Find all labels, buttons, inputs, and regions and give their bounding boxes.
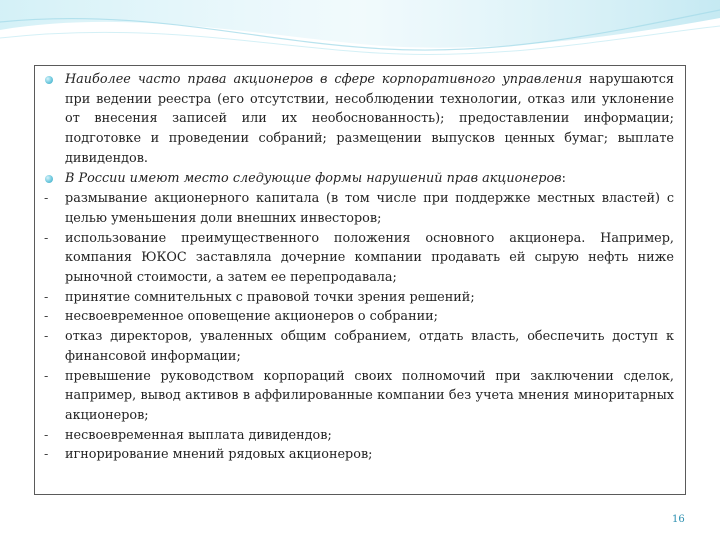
item-lead: Наиболее часто права акционеров в сфере корпоративного управления xyxy=(65,72,583,87)
bullet-icon xyxy=(44,169,65,190)
slide-body xyxy=(44,70,674,465)
list-item xyxy=(44,367,674,426)
dash-marker: - xyxy=(44,368,49,383)
dash-marker: - xyxy=(44,191,49,206)
item-text: несвоевременная выплата дивидендов; xyxy=(65,427,332,443)
item-text: превышение руководством корпораций своих полномочий при заключении сделок, например, вывод активов в аффилированные компании без учета мнения миноритарных акционеров; xyxy=(65,368,674,423)
list-item xyxy=(44,189,674,228)
dash-marker: - xyxy=(44,427,49,442)
item-text: нарушаются при ведении реестра (его отсутствии, несоблюдении технологии, отказ или уклонение от внесения записей или их необоснованность); предоставлении информации; подготовке и проведении собраний; размещении выпусков ценных бумаг; выплате дивидендов. xyxy=(65,72,675,166)
dash-marker: - xyxy=(44,230,49,245)
page-number: 16 xyxy=(672,514,685,525)
item-text: размывание акционерного капитала (в том числе при поддержке местных властей) с целью уменьшения доли внешних инвесторов; xyxy=(65,191,674,226)
item-text: : xyxy=(561,170,566,186)
dash-marker: - xyxy=(44,289,49,304)
list-item xyxy=(44,169,674,190)
list-item xyxy=(44,229,674,288)
item-text: отказ директоров, уваленных общим собранием, отдать власть, обеспечить доступ к финансовой информации; xyxy=(65,329,674,364)
list-item xyxy=(44,445,674,465)
list-item xyxy=(44,70,674,169)
item-text: несвоевременное оповещение акционеров о собрании; xyxy=(65,309,438,325)
bullet-icon xyxy=(44,70,65,91)
item-lead: В России имеют место следующие формы нарушений прав акционеров xyxy=(65,170,562,186)
item-text: использование преимущественного положения основного акционера. Например, компания ЮКОС заставляла дочерние компании продавать ей сырую нефть ниже рыночной стоимости, а затем ее перепродавала; xyxy=(65,230,674,286)
item-text: принятие сомнительных с правовой точки зрения решений; xyxy=(65,289,475,305)
dash-marker: - xyxy=(44,309,49,324)
dash-marker: - xyxy=(44,329,49,344)
dash-marker: - xyxy=(44,447,49,462)
list-item xyxy=(44,327,674,366)
list-item xyxy=(44,288,674,308)
item-text: игнорирование мнений рядовых акционеров; xyxy=(65,447,373,463)
list-item xyxy=(44,426,674,446)
list-item xyxy=(44,307,674,327)
